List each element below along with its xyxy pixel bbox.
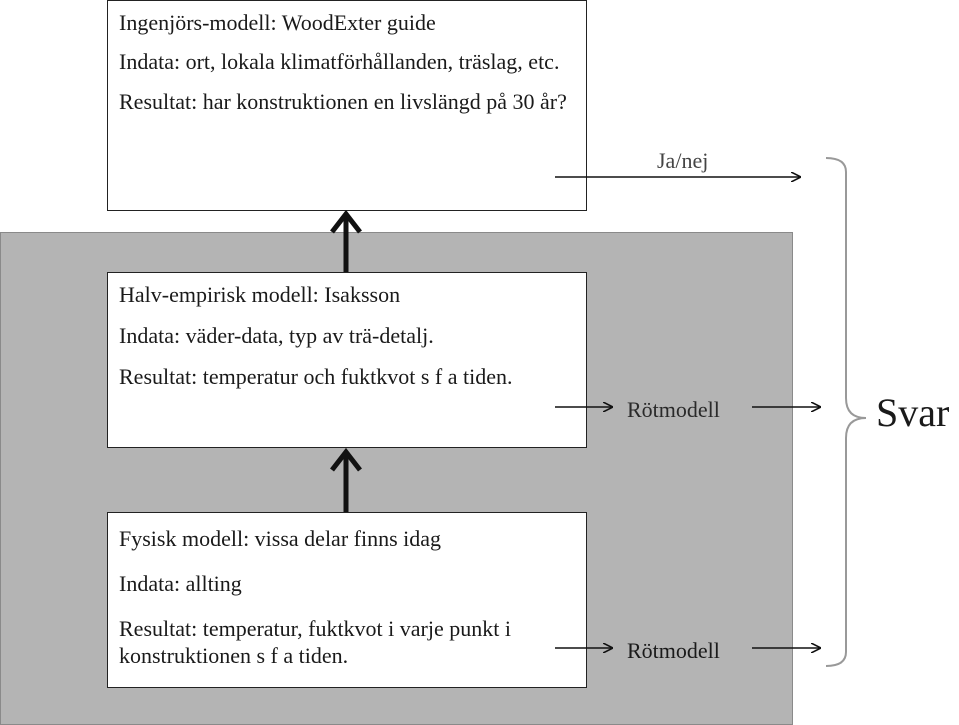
up-arrow-engineer (332, 214, 360, 272)
rot-model-label-1: Rötmodell (627, 397, 720, 422)
answer-label: Svar (876, 390, 950, 435)
engineer-model-result: Resultat: har konstruktionen en livslängd på 30 år? (119, 89, 567, 114)
semi-empirical-model-result: Resultat: temperatur och fuktkvot s f a tiden. (119, 364, 513, 389)
semi-empirical-model-input: Indata: väder-data, typ av trä-detalj. (119, 323, 434, 348)
physical-model-input: Indata: allting (119, 571, 242, 596)
engineer-model-title: Ingenjörs-modell: WoodExter guide (119, 10, 436, 35)
physical-model-result: Resultat: temperatur, fuktkvot i varje punkt i konstruktionen s f a tiden. (119, 616, 511, 668)
yes-no-label: Ja/nej (657, 148, 709, 173)
up-arrow-semi-empirical (332, 452, 360, 512)
engineer-model-input: Indata: ort, lokala klimatförhållanden, träslag, etc. (119, 49, 560, 74)
rot-model-label-2: Rötmodell (627, 638, 720, 663)
curly-bracket (826, 158, 866, 666)
physical-model-title: Fysisk modell: vissa delar finns idag (119, 526, 442, 551)
semi-empirical-model-title: Halv-empirisk modell: Isaksson (119, 282, 401, 307)
